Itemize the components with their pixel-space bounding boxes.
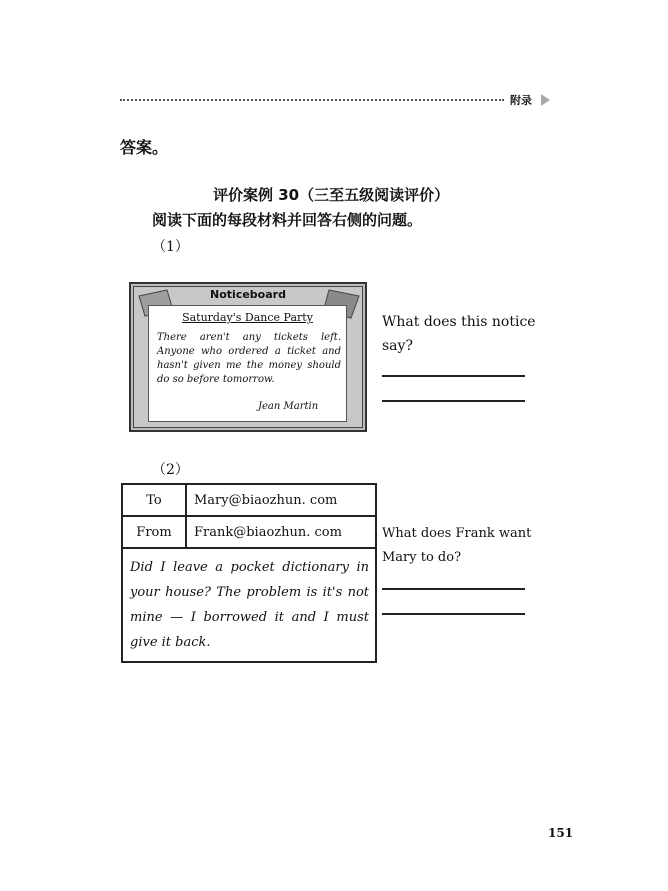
instruction: 阅读下面的每段材料并回答右侧的问题。 [152,211,423,229]
from-value: Frank@biaozhun. com [186,516,376,548]
section1-number: （1） [152,239,189,255]
question-2: What does Frank want Mary to do? [382,526,532,565]
from-label: From [122,516,186,548]
noticeboard-title: Noticeboard [210,288,286,301]
answer-line-2 [382,400,525,402]
email-to-row [122,484,376,516]
email-message: Did I leave a pocket dictionary in your house? The problem is it's not mine — I borrowed it and I must give it back. [122,548,376,662]
section2-number: （2） [152,462,189,478]
answer-line-1 [382,375,525,377]
answer-line-4 [382,613,525,615]
to-value: Mary@biaozhun. com [186,484,376,516]
notice-body: There aren't any tickets left. Anyone who ordered a ticket and hasn't given me the money should do so before tomorrow. [157,332,341,385]
case-title: 评价案例 30（三至五级阅读评价） [213,186,450,204]
question-1: What does this notice say? [382,314,536,354]
notice-signature: Jean Martin [258,401,319,412]
to-label: To [122,484,186,516]
email-table [121,483,377,663]
header-rule [120,99,504,101]
notice-title: Saturday's Dance Party [182,311,313,324]
answer-line-3 [382,588,525,590]
arrow-right-icon [541,94,550,106]
email-body-row [122,548,376,662]
page-number: 151 [548,826,574,840]
email-from-row [122,516,376,548]
header-label: 附录 [510,94,532,107]
answer-text: 答案。 [120,138,169,157]
